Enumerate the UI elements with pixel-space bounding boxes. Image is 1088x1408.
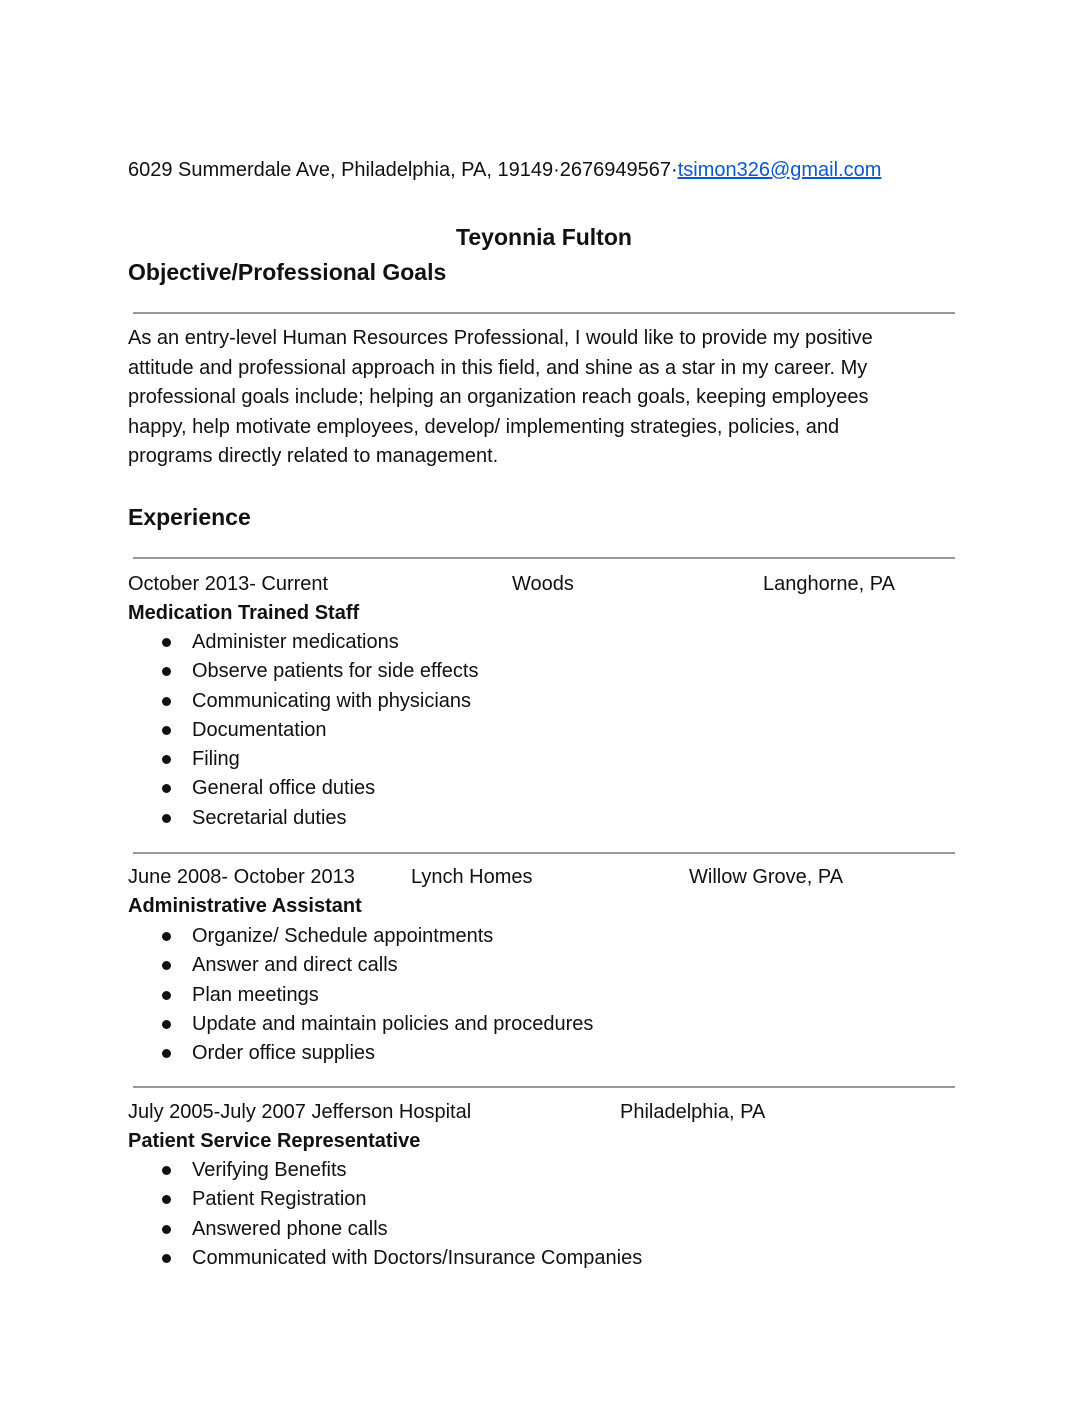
bullet-icon bbox=[162, 1195, 171, 1204]
duty-item bbox=[128, 1011, 593, 1040]
duty-item bbox=[128, 658, 478, 687]
duty-item bbox=[128, 1040, 593, 1069]
duty-text: Filing bbox=[192, 748, 240, 771]
bullet-icon bbox=[162, 1020, 171, 1029]
email-link[interactable]: tsimon326@gmail.com bbox=[677, 159, 882, 181]
duty-item bbox=[128, 805, 478, 834]
bullet-icon bbox=[162, 1225, 171, 1234]
job-location: Philadelphia, PA bbox=[620, 1101, 766, 1123]
objective-line: programs directly related to management. bbox=[128, 445, 499, 467]
contact-separator: · bbox=[671, 159, 678, 181]
objective-paragraph bbox=[128, 324, 928, 472]
objective-line: As an entry-level Human Resources Professional, I would like to provide my positive bbox=[128, 327, 873, 349]
job-divider bbox=[133, 852, 955, 854]
job-dates: October 2013- Current bbox=[128, 573, 329, 595]
duty-item bbox=[128, 923, 593, 952]
job-location: Langhorne, PA bbox=[763, 573, 895, 595]
duty-text: Secretarial duties bbox=[192, 806, 347, 829]
duty-text: Patient Registration bbox=[192, 1188, 367, 1211]
job-dates: June 2008- October 2013 bbox=[128, 866, 355, 888]
bullet-icon bbox=[162, 1254, 171, 1263]
duty-item bbox=[128, 1157, 642, 1186]
bullet-icon bbox=[162, 755, 171, 764]
duty-text: Verifying Benefits bbox=[192, 1159, 347, 1181]
objective-line: happy, help motivate employees, develop/ implementing strategies, policies, and bbox=[128, 415, 840, 438]
duty-item bbox=[128, 717, 478, 746]
job-title: Administrative Assistant bbox=[128, 895, 362, 917]
bullet-icon bbox=[162, 667, 171, 676]
duty-text: Observe patients for side effects bbox=[192, 660, 479, 683]
duty-text: Plan meetings bbox=[192, 983, 319, 1006]
bullet-icon bbox=[162, 814, 171, 823]
section-divider bbox=[133, 557, 955, 559]
objective-line: attitude and professional approach in this field, and shine as a star in my career. My bbox=[128, 356, 868, 379]
job-employer: Woods bbox=[512, 573, 574, 595]
objective-heading: Objective/Professional Goals bbox=[128, 259, 447, 285]
bullet-icon bbox=[162, 1049, 171, 1058]
duty-text: Answer and direct calls bbox=[192, 954, 398, 977]
bullet-icon bbox=[162, 784, 171, 793]
duty-item bbox=[128, 629, 478, 658]
duty-text: Communicating with physicians bbox=[192, 689, 472, 712]
duty-item bbox=[128, 1186, 642, 1215]
duty-text: General office duties bbox=[192, 777, 376, 800]
job-title: Patient Service Representative bbox=[128, 1130, 421, 1152]
contact-line bbox=[128, 157, 881, 183]
duty-text: Administer medications bbox=[192, 631, 399, 653]
job-divider bbox=[133, 1086, 955, 1088]
job-duties bbox=[128, 629, 478, 834]
bullet-icon bbox=[162, 1166, 171, 1175]
job-title: Medication Trained Staff bbox=[128, 602, 360, 624]
bullet-icon bbox=[162, 961, 171, 970]
contact-phone: 2676949567 bbox=[559, 159, 672, 181]
duty-item bbox=[128, 775, 478, 804]
job-dates-employer bbox=[128, 1099, 471, 1125]
job-employer: Jefferson Hospital bbox=[311, 1101, 472, 1123]
bullet-icon bbox=[162, 932, 171, 941]
bullet-icon bbox=[162, 991, 171, 1000]
section-divider bbox=[133, 312, 955, 314]
bullet-icon bbox=[162, 638, 171, 647]
job-dates: July 2005-July 2007 bbox=[128, 1101, 306, 1123]
job-duties bbox=[128, 923, 593, 1069]
candidate-name: Teyonnia Fulton bbox=[456, 224, 632, 250]
duty-item bbox=[128, 746, 478, 775]
job-duties bbox=[128, 1157, 642, 1274]
duty-text: Documentation bbox=[192, 718, 327, 741]
duty-item bbox=[128, 982, 593, 1011]
duty-item bbox=[128, 1245, 642, 1274]
contact-separator: · bbox=[553, 159, 560, 181]
duty-text: Order office supplies bbox=[192, 1042, 376, 1065]
duty-item bbox=[128, 688, 478, 717]
job-employer: Lynch Homes bbox=[411, 866, 533, 888]
duty-text: Answered phone calls bbox=[192, 1217, 388, 1240]
objective-line: professional goals include; helping an organization reach goals, keeping employees bbox=[128, 386, 869, 408]
job-location: Willow Grove, PA bbox=[689, 866, 844, 888]
duty-item bbox=[128, 952, 593, 981]
bullet-icon bbox=[162, 697, 171, 706]
duty-text: Organize/ Schedule appointments bbox=[192, 925, 494, 947]
duty-item bbox=[128, 1216, 642, 1245]
bullet-icon bbox=[162, 726, 171, 735]
experience-heading: Experience bbox=[128, 504, 251, 530]
duty-text: Communicated with Doctors/Insurance Companies bbox=[192, 1246, 643, 1269]
duty-text: Update and maintain policies and procedures bbox=[192, 1012, 594, 1035]
contact-address: 6029 Summerdale Ave, Philadelphia, PA, 19149 bbox=[128, 159, 554, 181]
